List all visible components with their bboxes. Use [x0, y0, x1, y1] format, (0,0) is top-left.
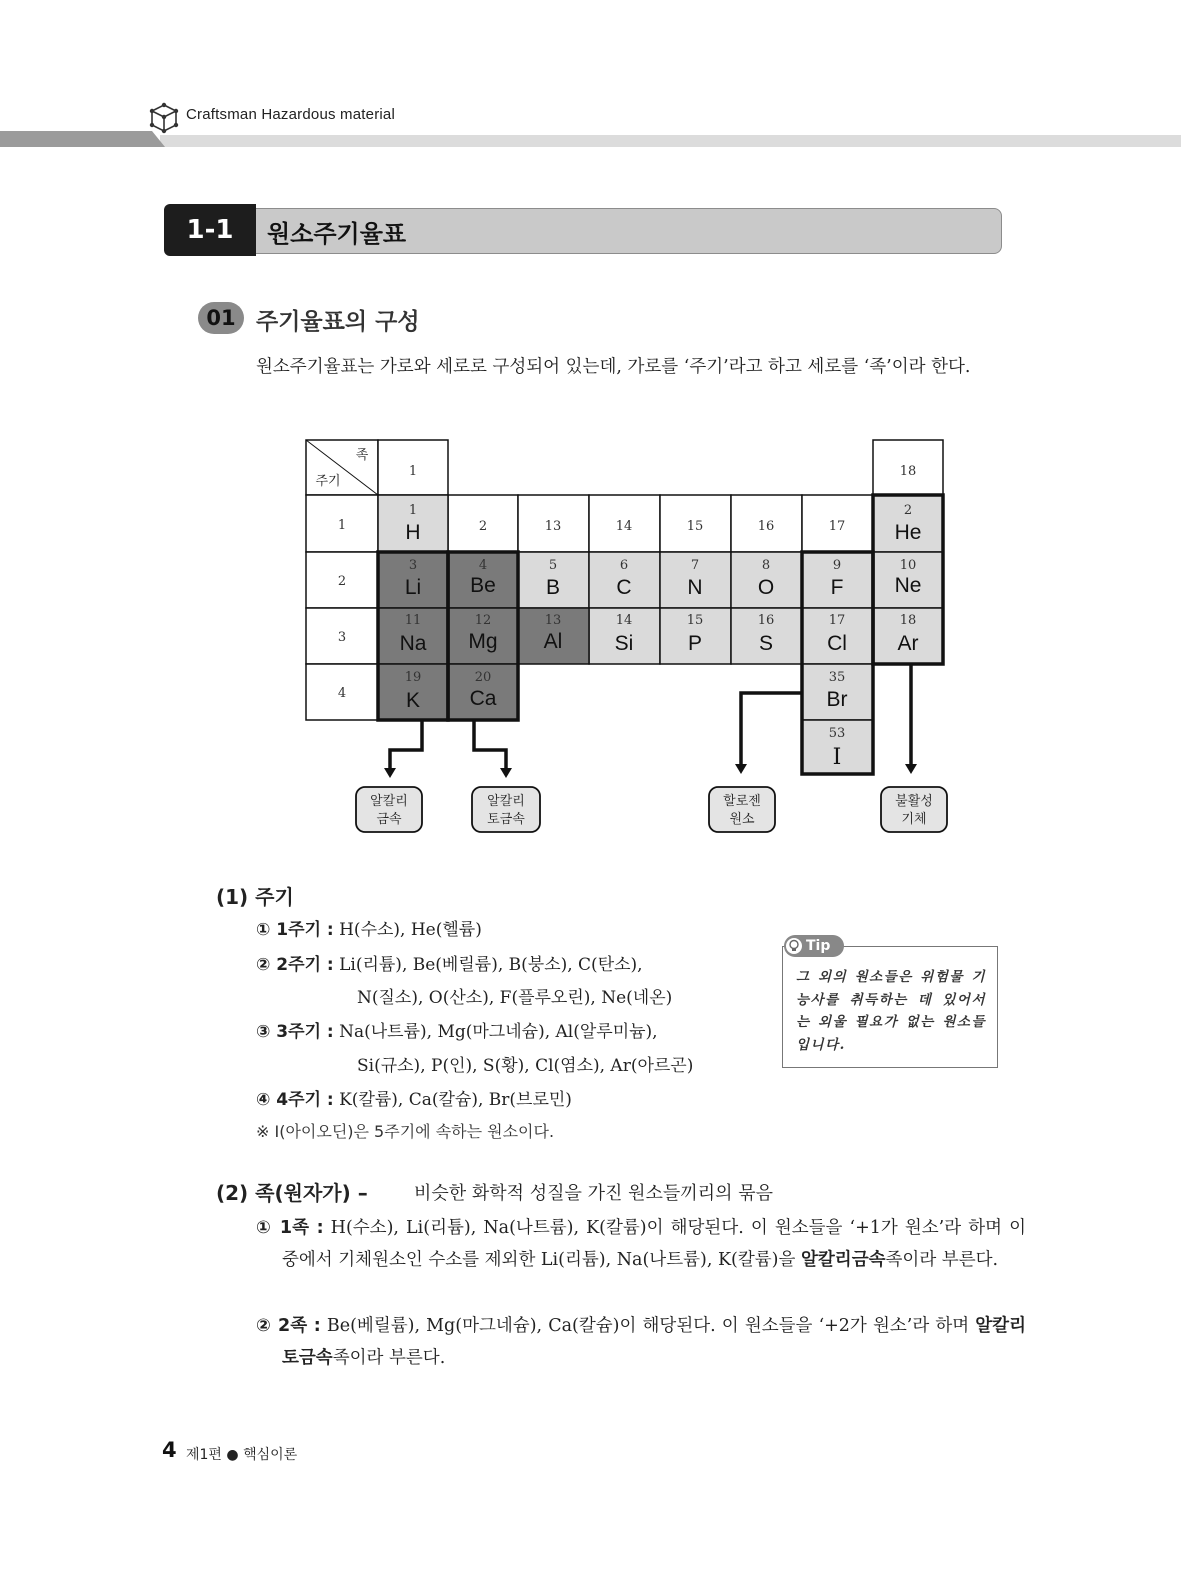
element-number: 5 — [548, 558, 558, 573]
period-item-label: ④ 4주기 : — [256, 1090, 334, 1110]
corner-period-label: 주기 — [315, 474, 341, 489]
period-item — [256, 914, 482, 947]
tip-label: Tip — [784, 935, 844, 957]
element-symbol: H — [405, 521, 421, 544]
element-number: 12 — [474, 613, 492, 628]
element-number: 10 — [899, 558, 917, 573]
label-text: 불활성 — [895, 794, 933, 809]
element-number: 35 — [828, 670, 846, 685]
group-item-bold: 알칼리토금속 — [282, 1316, 1026, 1368]
group-header: 16 — [757, 519, 775, 534]
period-item — [256, 949, 643, 982]
element-number: 16 — [757, 613, 775, 628]
label-text: 금속 — [376, 812, 402, 827]
page-number: 4 — [162, 1438, 177, 1462]
element-symbol: S — [758, 632, 774, 655]
label-text: 원소 — [729, 812, 755, 827]
group-item-text: 족이라 부른다. — [332, 1348, 446, 1368]
element-symbol: K — [405, 689, 421, 712]
element-number: 14 — [615, 613, 633, 628]
label-text: 알칼리 — [370, 794, 408, 809]
tip-text: 그 외의 원소들은 위험물 기능사를 취득하는 데 있어서는 외울 필요가 없는 원소들입니다. — [796, 969, 986, 1053]
element-symbol: Ca — [469, 687, 497, 710]
lightbulb-icon — [786, 938, 802, 954]
element-number: 9 — [832, 558, 842, 573]
element-number: 13 — [544, 613, 562, 628]
element-number: 2 — [903, 503, 913, 518]
element-symbol: Ar — [897, 632, 919, 655]
intro-paragraph: 원소주기율표는 가로와 세로로 구성되어 있는데, 가로를 ‘주기’라고 하고 세로를 ‘족’이라 한다. — [256, 357, 971, 377]
element-number: 17 — [828, 613, 846, 628]
element-symbol: C — [616, 576, 632, 599]
period-item-text: Na(나트륨), Mg(마그네슘), Al(알루미늄), — [339, 1022, 658, 1042]
periodic-table-diagram — [280, 430, 1000, 850]
period-header: 3 — [337, 630, 347, 645]
group-header: 18 — [899, 464, 917, 479]
book-title: Craftsman Hazardous material — [186, 106, 396, 123]
element-symbol: B — [545, 576, 561, 599]
element-number: 18 — [899, 613, 917, 628]
header-bar-dark — [0, 131, 165, 147]
period-item-cont: N(질소), O(산소), F(플루오린), Ne(네온) — [357, 988, 673, 1008]
label-text: 알칼리 — [487, 794, 525, 809]
element-number: 8 — [761, 558, 771, 573]
period-item-label: ① 1주기 : — [256, 920, 334, 940]
period-header: 1 — [337, 518, 347, 533]
group-heading-desc: 비슷한 화학적 성질을 가진 원소들끼리의 묶음 — [414, 1183, 773, 1204]
element-number: 11 — [404, 613, 422, 628]
element-number: 20 — [474, 670, 492, 685]
footer-part: 제1편 ● 핵심이론 — [186, 1447, 298, 1463]
element-symbol: Cl — [827, 632, 847, 655]
group-header: 14 — [615, 519, 633, 534]
element-symbol: I — [832, 745, 842, 770]
element-number: 3 — [408, 558, 418, 573]
element-symbol: He — [894, 521, 922, 544]
group-item-2 — [256, 1310, 1026, 1374]
label-text: 할로젠 — [723, 794, 761, 809]
element-symbol: P — [687, 632, 703, 655]
group-header: 17 — [828, 519, 846, 534]
element-symbol: Na — [399, 632, 427, 655]
period-item-cont: Si(규소), P(인), S(황), Cl(염소), Ar(아르곤) — [357, 1056, 694, 1076]
element-symbol: Li — [404, 576, 422, 599]
element-symbol: Mg — [468, 630, 498, 653]
cube-logo-icon — [148, 102, 180, 134]
section-title: 원소주기율표 — [267, 220, 407, 248]
corner-group-label: 족 — [355, 448, 369, 463]
element-symbol: Be — [470, 574, 496, 597]
group-header: 2 — [478, 519, 488, 534]
element-number: 4 — [478, 558, 488, 573]
element-number: 1 — [408, 503, 418, 518]
group-header: 13 — [544, 519, 562, 534]
label-text: 기체 — [901, 812, 927, 827]
element-symbol: O — [757, 576, 775, 599]
period-item-label: ③ 3주기 : — [256, 1022, 334, 1042]
group-item-bold: 알칼리금속 — [800, 1250, 886, 1270]
element-number: 53 — [828, 726, 846, 741]
element-symbol: N — [687, 576, 703, 599]
period-item — [256, 1084, 572, 1117]
group-heading-title: (2) 족(원자가) — [216, 1181, 351, 1205]
period-item-label: ② 2주기 : — [256, 955, 334, 975]
period-item-text: Li(리튬), Be(베릴륨), B(붕소), C(탄소), — [339, 955, 643, 975]
period-note: ※ I(아이오딘)은 5주기에 속하는 원소이다. — [256, 1122, 555, 1141]
element-symbol: Al — [543, 630, 563, 653]
group-header: 15 — [686, 519, 704, 534]
section-number: 1-1 — [164, 204, 256, 256]
group-item-label: ② 2족 : — [256, 1316, 321, 1336]
group-heading-dash: – — [350, 1181, 368, 1205]
element-symbol: F — [830, 576, 844, 599]
header-bar-light — [160, 135, 1181, 147]
period-header: 4 — [337, 686, 347, 701]
period-header: 2 — [337, 574, 347, 589]
group-item-label: ① 1족 : — [256, 1218, 324, 1238]
element-symbol: Ne — [894, 574, 922, 597]
element-number: 19 — [404, 670, 422, 685]
group-item-text: H(수소), Li(리튬), Na(나트륨), K(칼륨)이 해당된다. 이 원소들을 ‘+1가 원소’라 하며 이 중에서 기체원소인 수소를 제외한 Li(리튬), Na(나트륨), K(칼륨)을 — [282, 1218, 1026, 1270]
group-item-text: 족이라 부른다. — [885, 1250, 999, 1270]
subsection-title: 주기율표의 구성 — [256, 309, 420, 335]
period-heading: (1) 주기 — [216, 885, 294, 909]
period-item-text: K(칼륨), Ca(칼슘), Br(브로민) — [339, 1090, 572, 1110]
group-item-text: Be(베릴륨), Mg(마그네슘), Ca(칼슘)이 해당된다. 이 원소들을 ‘+2가 원소’라 하며 — [320, 1316, 976, 1336]
element-number: 15 — [686, 613, 704, 628]
period-item-text: H(수소), He(헬륨) — [339, 920, 482, 940]
subsection-number: 01 — [198, 302, 244, 334]
group-item-1 — [256, 1212, 1026, 1276]
period-item — [256, 1016, 658, 1049]
element-number: 6 — [619, 558, 629, 573]
group-heading — [216, 1177, 368, 1206]
group-header: 1 — [408, 464, 418, 479]
element-number: 7 — [690, 558, 700, 573]
element-symbol: Br — [826, 688, 848, 711]
label-text: 토금속 — [487, 812, 525, 827]
element-symbol: Si — [614, 632, 634, 655]
